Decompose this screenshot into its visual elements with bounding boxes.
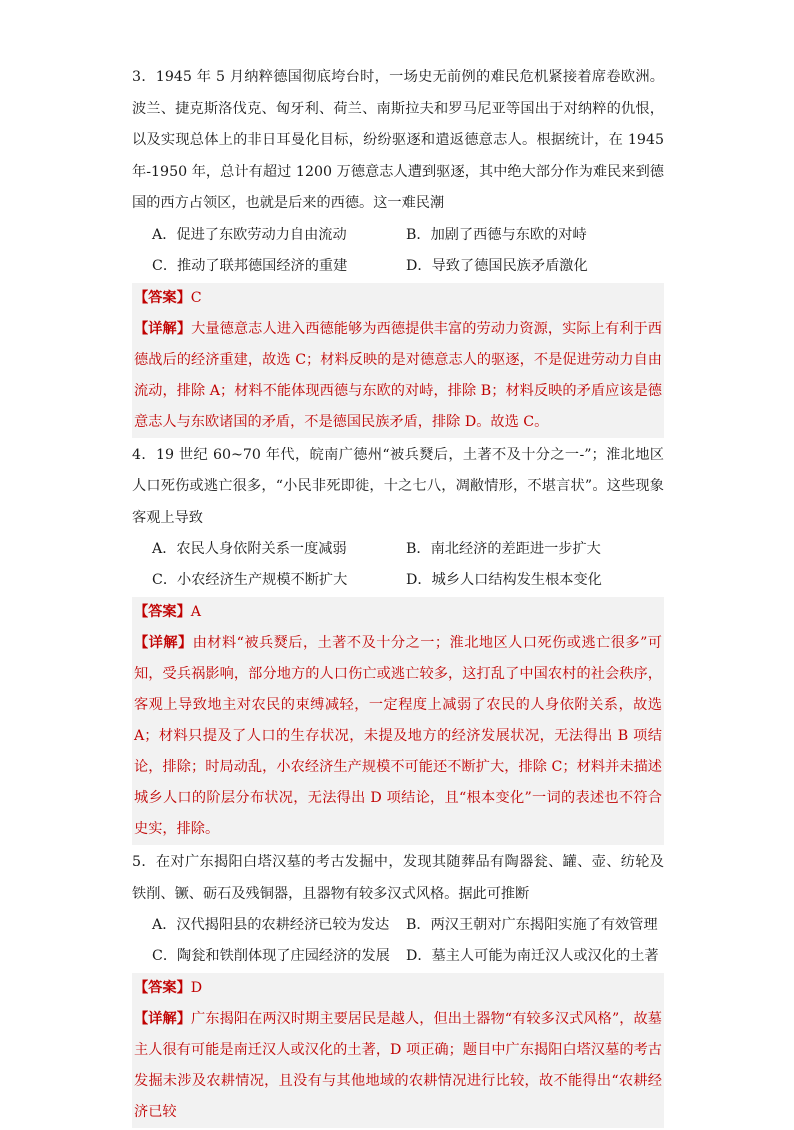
option-list (132, 910, 664, 972)
question-stem: 3．1945 年 5 月纳粹德国彻底垮台时，一场史无前例的难民危机紧接着席卷欧洲。波兰、捷克斯洛伐克、匈牙利、荷兰、南斯拉夫和罗马尼亚等国出于对纳粹的仇恨，以及实现总体上的非日耳曼化目标，纷纷驱逐和遣返德意志人。根据统计，在 1945 年-1950 年，总计有超过 1200 万德意志人遭到驱逐，其中绝大部分作为难民来到德国的西方占领区，也就是后来的西德。这一难民潮 (132, 69, 664, 211)
option-a: A．汉代揭阳县的农耕经济已较为发达 (152, 917, 390, 933)
option-b: B．加剧了西德与东欧的对峙 (406, 226, 587, 243)
question-stem: 4．19 世纪 60~70 年代，皖南广德州“被兵燹后，土著不及十分之一-”；淮北地区人口死伤或逃亡很多，“小民非死即徙，十之七八，凋敝情形，不堪言状”。这些现象客观上导致 (132, 446, 664, 526)
option-d: D．墓主人可能为南迁汉人或汉化的土著 (406, 948, 659, 964)
detail-paragraph (134, 314, 662, 438)
detail-text: 广东揭阳在两汉时期主要居民是越人，但出土器物“有较多汉式风格”，故墓主人很有可能是南迁汉人或汉化的土著，D 项正确；题目中广东揭阳白塔汉墓的考古发掘未涉及农耕情况，且没有与其他地域的农耕情况进行比较，故不能得出“农耕经济已较 (134, 1011, 662, 1120)
answer-tag: 【答案】 (134, 980, 191, 996)
option-b: B．南北经济的差距进一步扩大 (406, 541, 601, 557)
question-4 (132, 440, 664, 846)
answer-box (132, 973, 664, 1128)
answer-box (132, 283, 664, 438)
option-list (132, 220, 664, 282)
question-stem: 5．在对广东揭阳白塔汉墓的考古发掘中，发现其随葬品有陶器瓮、罐、壶、纺轮及铁削、镢、砺石及残铜器，且器物有较多汉式风格。据此可推断 (132, 854, 664, 902)
question-5 (132, 847, 664, 1128)
answer-box (132, 597, 664, 845)
option-c: C．推动了联邦德国经济的重建 (152, 257, 348, 274)
document-page (132, 62, 664, 1130)
option-a: A．农民人身依附关系一度减弱 (152, 541, 347, 557)
detail-text: 由材料“被兵燹后，土著不及十分之一；淮北地区人口死伤或逃亡很多”可知，受兵祸影响，部分地方的人口伤亡或逃亡较多，这打乱了中国农村的社会秩序，客观上导致地主对农民的束缚减轻，一定程度上减弱了农民的人身依附关系，故选 A；材料只提及了人口的生存状况，未提及地方的经济发展状况，无法得出 B 项结论，排除；时局动乱，小农经济生产规模不可能还不断扩大，排除 C；材料并未描述城乡人口的阶层分布状况，无法得出 D 项结论，且“根本变化”一词的表述也不符合史实，排除。 (134, 635, 662, 837)
answer-line (134, 973, 662, 1004)
answer-value: C (190, 289, 202, 306)
question-3 (132, 62, 664, 438)
option-b: B．两汉王朝对广东揭阳实施了有效管理 (406, 917, 658, 933)
detail-tag: 【详解】 (134, 1011, 192, 1027)
detail-tag: 【详解】 (134, 320, 192, 337)
option-d: D．城乡人口结构发生根本变化 (406, 572, 602, 588)
detail-text: 大量德意志人进入西德能够为西德提供丰富的劳动力资源，实际上有利于西德战后的经济重建，故选 C；材料反映的是对德意志人的驱逐，不是促进劳动力自由流动，排除 A；材料不能体现西德与东欧的对峙，排除 B；材料反映的矛盾应该是德意志人与东欧诸国的矛盾，不是德国民族矛盾，排除 D。故选 C。 (134, 320, 662, 430)
answer-tag: 【答案】 (134, 289, 191, 306)
answer-line (134, 597, 662, 628)
option-c: C．陶瓮和铁削体现了庄园经济的发展 (152, 948, 390, 964)
answer-tag: 【答案】 (134, 604, 191, 620)
detail-tag: 【详解】 (134, 635, 193, 651)
option-d: D．导致了德国民族矛盾激化 (406, 257, 588, 274)
detail-paragraph (134, 628, 662, 845)
answer-value: D (190, 980, 203, 996)
option-list (132, 534, 664, 596)
answer-line (134, 283, 662, 314)
option-a: A．促进了东欧劳动力自由流动 (152, 226, 347, 243)
detail-paragraph (134, 1004, 662, 1128)
option-c: C．小农经济生产规模不断扩大 (152, 572, 348, 588)
answer-value: A (190, 604, 202, 620)
